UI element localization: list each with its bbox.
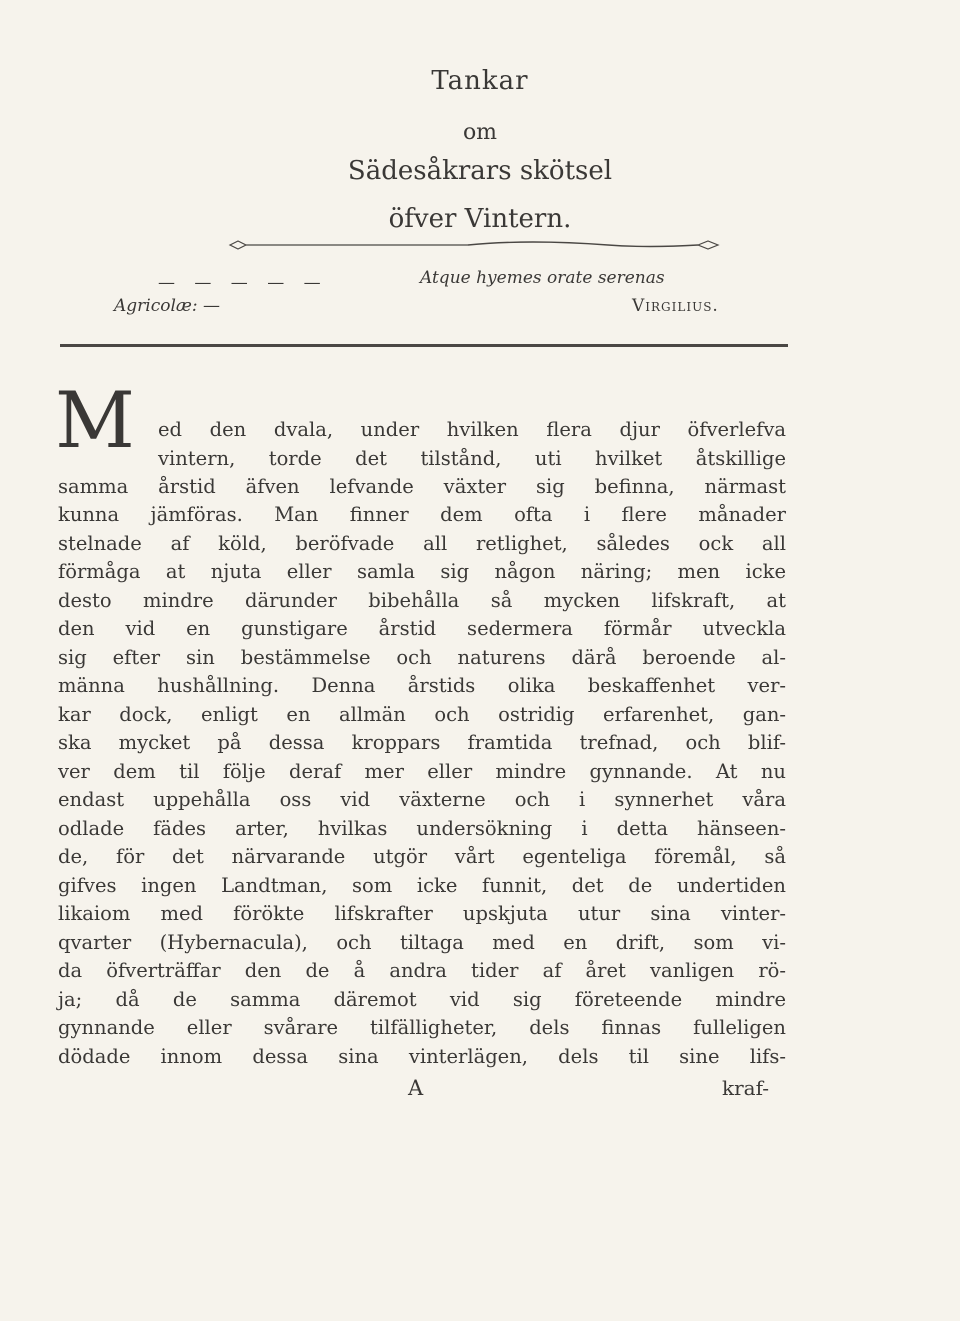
text-line: samma årstid äfven lefvande växter sig befinna, närmast: [58, 475, 786, 498]
motto-attribution-right: Virgilius.: [632, 296, 719, 316]
title-line-3: Sädesåkrars skötsel: [347, 156, 613, 186]
motto-dashes: — — — — —: [158, 273, 328, 293]
text-line: ska mycket på dessa kroppars framtida trefnad, och blif-: [58, 731, 786, 754]
signature-mark: A: [408, 1076, 424, 1100]
text-line: sig efter sin bestämmelse och naturens därå beroende al-: [58, 646, 786, 669]
text-line: ed den dvala, under hvilken flera djur öfverlefva: [158, 418, 786, 441]
text-line: kar dock, enligt en allmän och ostridig erfarenhet, gan-: [58, 703, 786, 726]
text-line: männa hushållning. Denna årstids olika beskaffenhet ver-: [58, 674, 786, 697]
text-line: stelnade af köld, beröfvade all retlighet, således ock all: [58, 532, 786, 555]
motto-attribution-left: Agricolæ: —: [114, 296, 221, 316]
title-line-1: Tankar: [431, 66, 529, 96]
text-line: dödade innom dessa sina vinterlägen, dels til sine lifs-: [58, 1045, 786, 1068]
text-line: den vid en gunstigare årstid sedermera förmår utveckla: [58, 617, 786, 640]
text-line: desto mindre därunder bibehålla så mycken lifskraft, at: [58, 589, 786, 612]
ornamental-divider: [228, 238, 728, 252]
text-line: ver dem til följe deraf mer eller mindre gynnande. At nu: [58, 760, 786, 783]
text-line: kunna jämföras. Man finner dem ofta i flere månader: [58, 503, 786, 526]
text-line: ja; då de samma däremot vid sig företeende mindre: [58, 988, 786, 1011]
text-line: odlade fädes arter, hvilkas undersökning i detta hänseen-: [58, 817, 786, 840]
text-line: vintern, torde det tilstånd, uti hvilket åtskillige: [158, 447, 786, 470]
title-line-2: om: [462, 120, 498, 145]
text-line: da öfverträffar den de å andra tider af året vanligen rö-: [58, 959, 786, 982]
horizontal-rule: [60, 344, 788, 347]
drop-cap: M: [55, 376, 135, 466]
text-line: gynnande eller svårare tilfälligheter, dels finnas fulleligen: [58, 1016, 786, 1039]
text-line: endast uppehålla oss vid växterne och i synnerhet våra: [58, 788, 786, 811]
text-line: förmåga at njuta eller samla sig någon näring; men icke: [58, 560, 786, 583]
text-line: likaiom med förökte lifskrafter upskjuta utur sina vinter-: [58, 902, 786, 925]
title-line-4: öfver Vintern.: [388, 204, 572, 234]
catchword: kraf-: [722, 1076, 770, 1100]
text-line: de, för det närvarande utgör vårt egenteliga föremål, så: [58, 845, 786, 868]
text-line: gifves ingen Landtman, som icke funnit, det de undertiden: [58, 874, 786, 897]
motto-quote: Atque hyemes orate serenas: [420, 268, 665, 288]
text-line: qvarter (Hybernacula), och tiltaga med en drift, som vi-: [58, 931, 786, 954]
